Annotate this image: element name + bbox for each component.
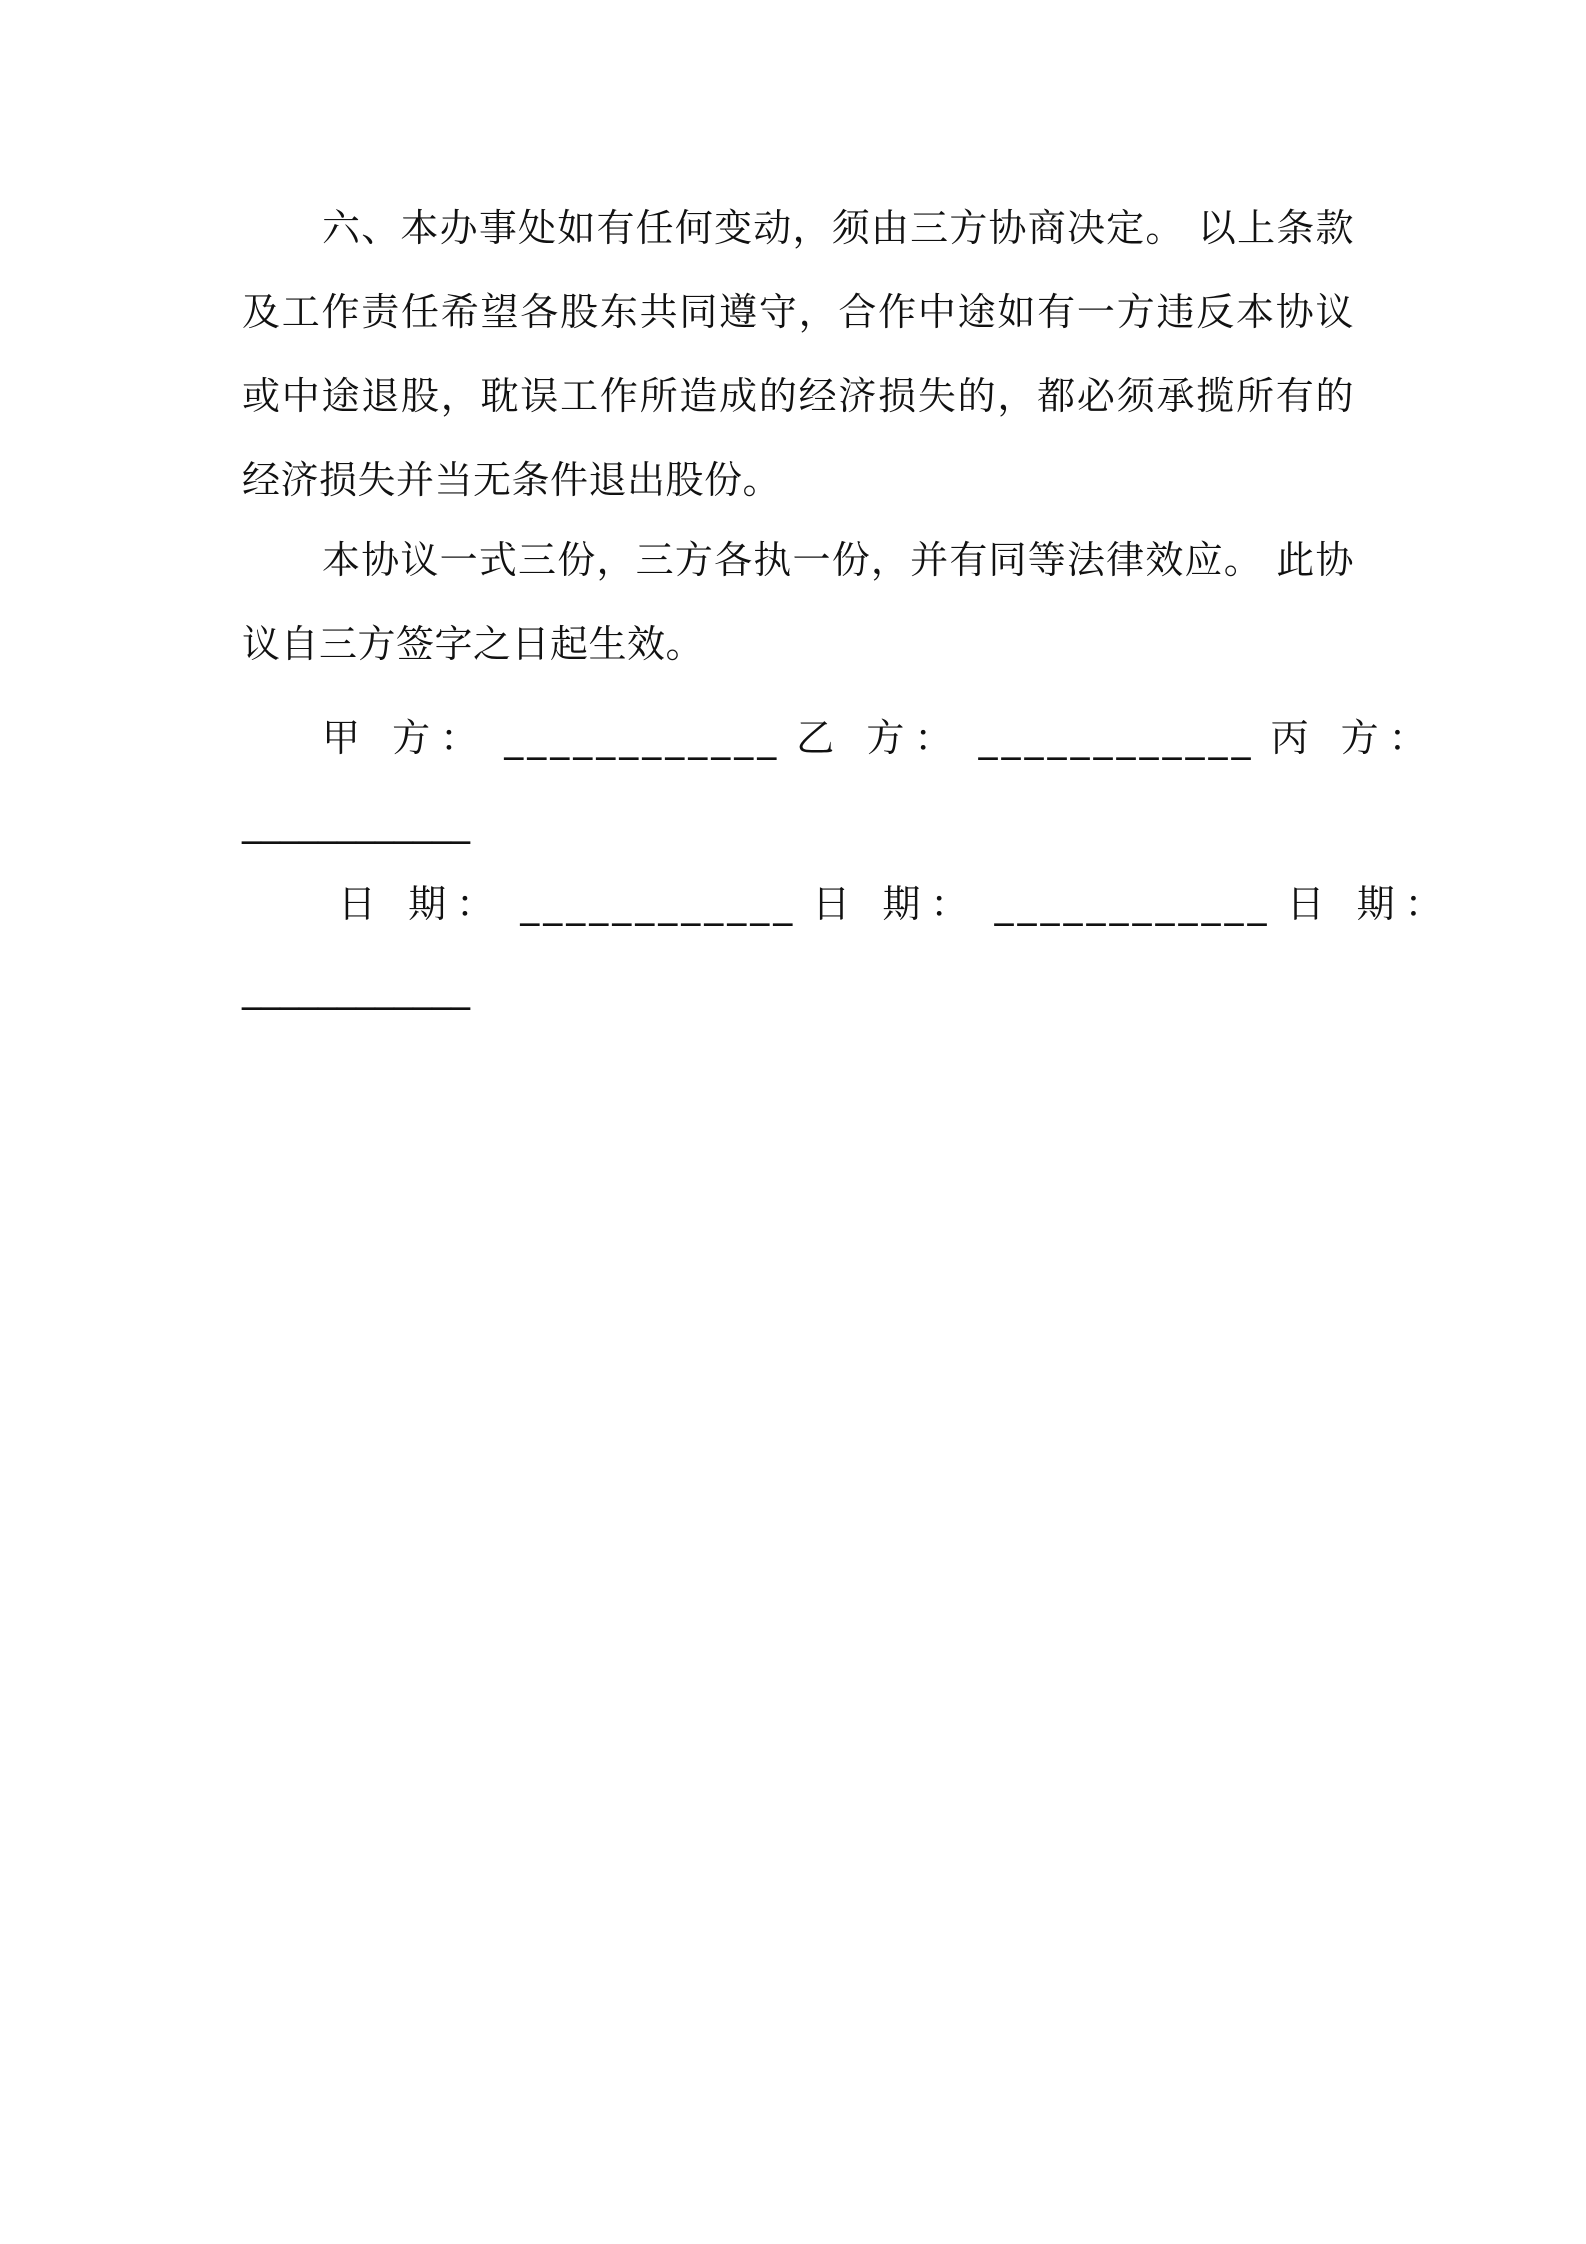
party-b-date-blank: ____________ <box>994 882 1271 926</box>
party-b-signature-blank: ____________ <box>978 716 1255 760</box>
party-c-date-label: 日 期： <box>1286 882 1453 926</box>
party-b-date-label: 日 期： <box>812 882 979 926</box>
copies-and-effect-paragraph: 本协议一式三份，三方各执一份，并有同等法律效应。 此协议自三方签字之日起生效。 <box>242 538 1354 666</box>
party-c-date-blank: ____________ <box>242 966 470 1010</box>
party-a-date-label: 日 期： <box>338 882 505 926</box>
date-signature-block <box>242 862 1453 1030</box>
party-c-signature-blank: ____________ <box>242 800 470 844</box>
date-signature-line <box>242 862 1453 946</box>
party-a-signature-blank: ____________ <box>504 716 781 760</box>
party-a-date-blank: ____________ <box>520 882 797 926</box>
party-a-label: 甲 方： <box>322 716 489 760</box>
clause-six-paragraph: 六、本办事处如有任何变动，须由三方协商决定。 以上条款及工作责任希望各股东共同遵守，合作中途如有一方违反本协议或中途退股，耽误工作所造成的经济损失的，都必须承揽所有的经济损失并当无条件退出股份。 <box>242 206 1354 502</box>
party-signature-block <box>242 696 1437 864</box>
party-c-label: 丙 方： <box>1270 716 1437 760</box>
party-signature-line <box>242 696 1437 780</box>
party-b-label: 乙 方： <box>796 716 963 760</box>
